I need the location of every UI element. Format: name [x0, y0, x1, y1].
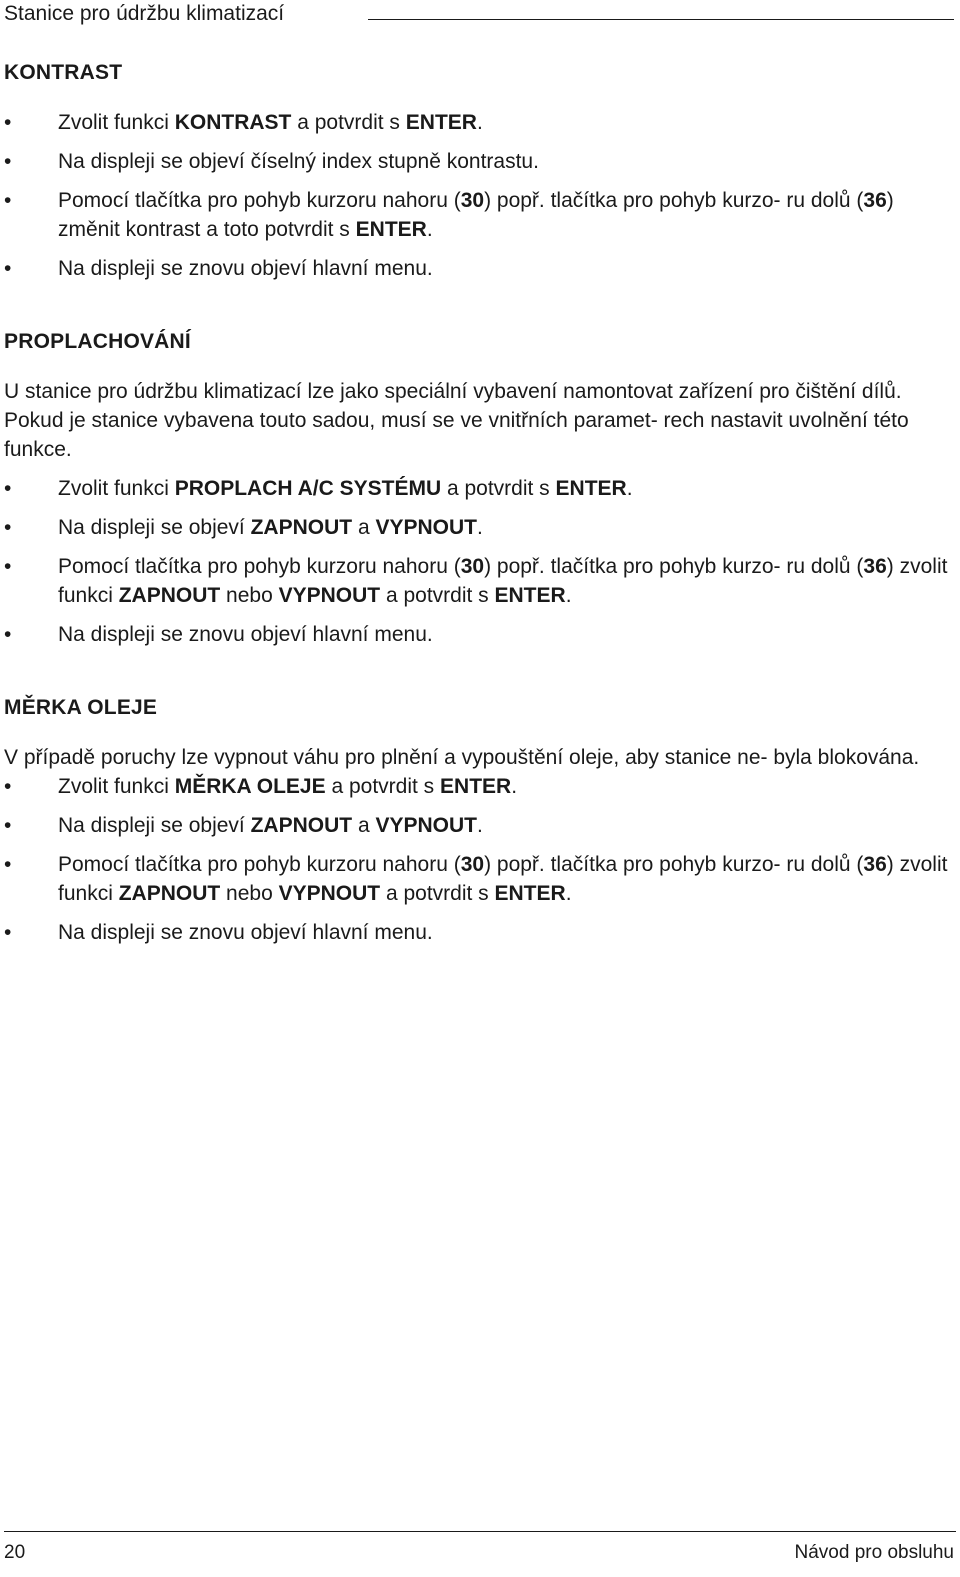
text-run: Zvolit funkci — [58, 111, 175, 134]
emphasis-text: VYPNOUT — [375, 516, 477, 539]
list-item — [4, 474, 956, 503]
text-run: . — [476, 516, 483, 539]
text-run: . — [426, 218, 433, 241]
text-run: ) popř. tlačítka pro pohyb kurzo- ru dolů ( — [484, 555, 864, 578]
emphasis-text: 30 — [460, 189, 485, 212]
list-item — [4, 552, 956, 610]
list-item-text — [58, 921, 433, 944]
emphasis-text: ENTER — [440, 775, 512, 798]
bullet-icon: • — [4, 623, 12, 646]
emphasis-text: MĚRKA OLEJE — [174, 775, 326, 798]
footer-rule — [4, 1531, 956, 1532]
text-run: a potvrdit s — [441, 477, 556, 500]
section-paragraph: V případě poruchy lze vypnout váhu pro plnění a vypouštění oleje, aby stanice ne- byla blokována. — [4, 746, 920, 769]
text-run: Zvolit funkci — [58, 775, 175, 798]
list-item-text — [58, 189, 894, 241]
page-content — [4, 58, 956, 957]
text-run: nebo — [220, 882, 279, 905]
list-item — [4, 186, 956, 244]
list-item — [4, 772, 956, 801]
text-run: . — [476, 814, 483, 837]
header-rule — [368, 19, 954, 20]
text-run: ) popř. tlačítka pro pohyb kurzo- ru dolů ( — [484, 853, 864, 876]
section-heading: MĚRKA OLEJE — [4, 696, 158, 719]
list-item — [4, 811, 956, 840]
text-run: Na displeji se objeví — [58, 814, 251, 837]
list-item-text — [58, 775, 517, 798]
section-heading: PROPLACHOVÁNÍ — [4, 330, 191, 353]
list-item — [4, 620, 956, 649]
list-item — [4, 918, 956, 947]
bullet-list — [4, 772, 956, 947]
emphasis-text: VYPNOUT — [278, 882, 381, 905]
list-item-text — [58, 555, 947, 607]
text-run: a potvrdit s — [380, 584, 495, 607]
bullet-icon: • — [4, 111, 12, 134]
text-run: ) zvolit funkci — [58, 555, 948, 607]
text-run: a — [352, 814, 376, 837]
text-run: Na displeji se objeví — [58, 516, 251, 539]
text-run: . — [565, 584, 572, 607]
emphasis-text: KONTRAST — [174, 111, 292, 134]
emphasis-text: 30 — [460, 555, 485, 578]
page-header — [4, 0, 954, 26]
emphasis-text: PROPLACH A/C SYSTÉMU — [174, 477, 442, 500]
text-run: Pomocí tlačítka pro pohyb kurzoru nahoru ( — [58, 189, 461, 212]
list-item — [4, 254, 956, 283]
header-title: Stanice pro údržbu klimatizací — [4, 2, 285, 25]
emphasis-text: ENTER — [355, 218, 427, 241]
emphasis-text: VYPNOUT — [278, 584, 381, 607]
text-run: ) změnit kontrast a toto potvrdit s — [58, 189, 894, 241]
emphasis-text: ENTER — [494, 882, 566, 905]
bullet-icon: • — [4, 921, 12, 944]
bullet-icon: • — [4, 516, 12, 539]
section-paragraph: U stanice pro údržbu klimatizací lze jako speciální vybavení namontovat zařízení pro čištění dílů. Pokud je stanice vybavena touto sadou, musí se ve vnitřních paramet- rech nastavit uvolnění této funkce. — [4, 380, 909, 461]
section-merka-oleje — [4, 693, 956, 947]
emphasis-text: ENTER — [405, 111, 477, 134]
text-run: . — [626, 477, 633, 500]
list-item-text — [58, 516, 483, 539]
emphasis-text: ZAPNOUT — [118, 584, 221, 607]
emphasis-text: ZAPNOUT — [250, 516, 353, 539]
list-item-text — [58, 111, 483, 134]
bullet-icon: • — [4, 555, 12, 578]
bullet-icon: • — [4, 477, 12, 500]
section-kontrast — [4, 58, 956, 283]
text-run: a potvrdit s — [291, 111, 406, 134]
section-proplachovani — [4, 327, 956, 649]
text-run: ) popř. tlačítka pro pohyb kurzo- ru dolů ( — [484, 189, 864, 212]
text-run: Pomocí tlačítka pro pohyb kurzoru nahoru ( — [58, 555, 461, 578]
list-item — [4, 147, 956, 176]
emphasis-text: 36 — [863, 555, 887, 578]
bullet-icon: • — [4, 814, 12, 837]
text-run: ) zvolit funkci — [58, 853, 948, 905]
bullet-icon: • — [4, 775, 12, 798]
text-run: Na displeji se znovu objeví hlavní menu. — [58, 623, 433, 646]
text-run: Na displeji se znovu objeví hlavní menu. — [58, 921, 433, 944]
list-item-text — [58, 257, 433, 280]
text-run: nebo — [220, 584, 279, 607]
bullet-icon: • — [4, 189, 12, 212]
list-item-text — [58, 477, 633, 500]
emphasis-text: VYPNOUT — [375, 814, 477, 837]
emphasis-text: 36 — [863, 189, 887, 212]
bullet-list — [4, 474, 956, 649]
emphasis-text: ZAPNOUT — [250, 814, 353, 837]
emphasis-text: ENTER — [555, 477, 627, 500]
emphasis-text: 36 — [863, 853, 887, 876]
bullet-icon: • — [4, 853, 12, 876]
emphasis-text: ZAPNOUT — [118, 882, 221, 905]
emphasis-text: ENTER — [494, 584, 566, 607]
text-run: Pomocí tlačítka pro pohyb kurzoru nahoru ( — [58, 853, 461, 876]
text-run: a — [352, 516, 376, 539]
bullet-list — [4, 108, 956, 283]
list-item-text — [58, 150, 539, 173]
bullet-icon: • — [4, 150, 12, 173]
list-item — [4, 513, 956, 542]
list-item — [4, 108, 956, 137]
text-run: Na displeji se znovu objeví hlavní menu. — [58, 257, 433, 280]
text-run: . — [476, 111, 483, 134]
document-name: Návod pro obsluhu — [794, 1542, 954, 1563]
list-item-text — [58, 853, 947, 905]
list-item-text — [58, 814, 483, 837]
text-run: a potvrdit s — [380, 882, 495, 905]
text-run: Na displeji se objeví číselný index stupně kontrastu. — [58, 150, 539, 173]
emphasis-text: 30 — [460, 853, 485, 876]
page-number: 20 — [4, 1542, 26, 1563]
list-item — [4, 850, 956, 908]
text-run: a potvrdit s — [325, 775, 441, 798]
text-run: . — [565, 882, 572, 905]
text-run: Zvolit funkci — [58, 477, 175, 500]
bullet-icon: • — [4, 257, 12, 280]
text-run: . — [511, 775, 518, 798]
list-item-text — [58, 623, 433, 646]
section-heading: KONTRAST — [4, 61, 123, 84]
